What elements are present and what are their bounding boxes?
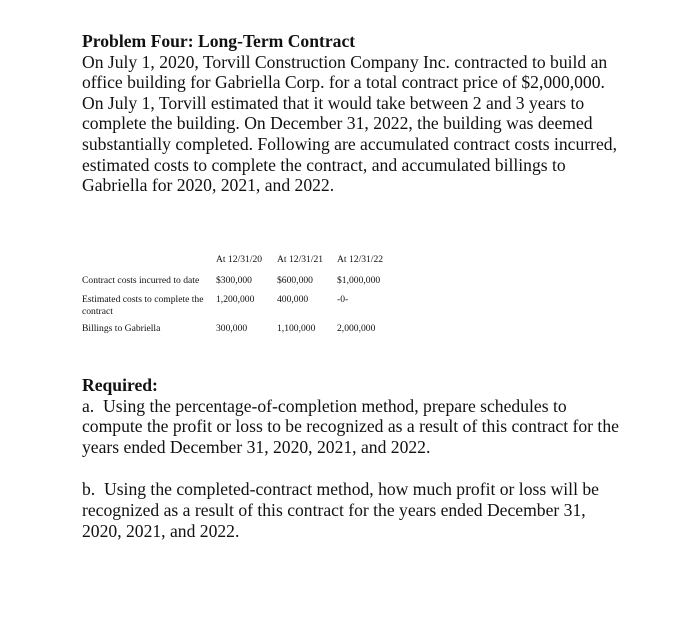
row-label: Estimated costs to complete the contract bbox=[82, 294, 204, 317]
table-header-cell: At 12/31/21 bbox=[277, 254, 324, 265]
table-cell: 1,200,000 bbox=[216, 294, 255, 305]
item-marker: b. bbox=[82, 479, 96, 500]
table-row bbox=[82, 294, 407, 323]
item-text: Using the percentage-of-completion method, prepare schedules to compute the profit or loss to be recognized as a result of this contract for the years ended December 31, 2020, 2021, and 2022. bbox=[82, 395, 619, 457]
table-row bbox=[82, 323, 407, 335]
row-label: Contract costs incurred to date bbox=[82, 275, 200, 286]
table-header-cell bbox=[82, 254, 216, 275]
table-cell: $300,000 bbox=[216, 275, 252, 286]
problem-title: Problem Four: Long-Term Contract bbox=[82, 31, 356, 51]
item-text: Using the completed-contract method, how much profit or loss will be recognized as a result of this contract for the years ended December 31, 2020, 2021, and 2022. bbox=[82, 479, 599, 541]
required-item-b bbox=[82, 479, 622, 541]
table-header-cell: At 12/31/22 bbox=[337, 254, 384, 265]
table-row bbox=[82, 275, 407, 294]
table-cell: 2,000,000 bbox=[337, 323, 376, 334]
problem-description: On July 1, 2020, Torvill Construction Company Inc. contracted to build an office building for Gabriella Corp. for a total contract price of $2,000,000. On July 1, Torvill estimated that it would take between 2 and 3 years to complete the building. On December 31, 2022, the building was deemed substantially completed. Following are accumulated contract costs incurred, estimated costs to complete the contract, and accumulated billings to Gabriella for 2020, 2021, and 2022. bbox=[82, 51, 617, 196]
table-header-cell: At 12/31/20 bbox=[216, 254, 263, 265]
table-cell: $1,000,000 bbox=[337, 275, 381, 286]
contract-data-table bbox=[82, 254, 407, 335]
table-cell: 400,000 bbox=[277, 294, 309, 305]
required-section bbox=[82, 375, 622, 541]
problem-section bbox=[82, 31, 622, 196]
row-label: Billings to Gabriella bbox=[82, 323, 161, 334]
item-marker: a. bbox=[82, 395, 95, 416]
table-cell: $600,000 bbox=[277, 275, 313, 286]
table-cell: -0- bbox=[337, 294, 349, 305]
table-cell: 1,100,000 bbox=[277, 323, 316, 334]
table-cell: 300,000 bbox=[216, 323, 248, 334]
required-item-a bbox=[82, 396, 622, 458]
table-header-row bbox=[82, 254, 407, 275]
required-title: Required: bbox=[82, 375, 158, 395]
